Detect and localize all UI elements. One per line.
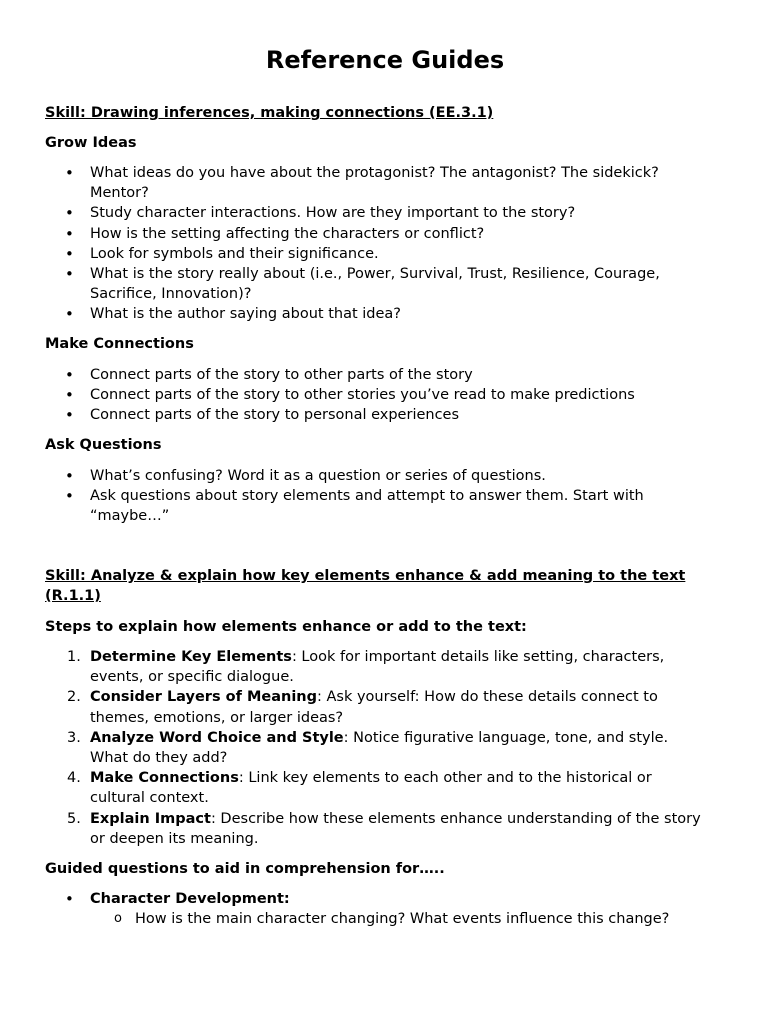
guided-questions-heading: Guided questions to aid in comprehension for….. [45,861,445,877]
list-item: 5. Explain Impact: Describe how these elements enhance understanding of the story or deepen its meaning. [67,810,701,847]
steps-heading: Steps to explain how elements enhance or add to the text: [45,619,527,635]
skill-heading-2: Skill: Analyze & explain how key elements enhance & add meaning to the text (R.1.1) [45,568,686,604]
skill-heading-1: Skill: Drawing inferences, making connections (EE.3.1) [45,105,494,121]
list-item: • Study character interactions. How are they important to the story? [45,203,705,223]
list-item: • How is the setting affecting the characters or conflict? [45,224,705,244]
make-connections-heading: Make Connections [45,336,194,352]
ask-questions-list [45,466,705,527]
list-item: • What is the author saying about that idea? [45,304,705,324]
sub-list-item: o How is the main character changing? What events influence this change? [114,911,670,928]
list-item: • Look for symbols and their significance. [45,244,705,264]
guided-questions-list [45,889,705,929]
list-item: • What ideas do you have about the protagonist? The antagonist? The sidekick? Mentor? [45,163,705,203]
character-development-label: Character Development: [90,891,290,907]
page-title: Reference Guides [265,46,505,74]
list-item: • What is the story really about (i.e., Power, Survival, Trust, Resilience, Courage, Sacrifice, Innovation)? [45,264,705,304]
list-item: • Connect parts of the story to personal experiences [45,405,705,425]
grow-ideas-heading: Grow Ideas [45,135,137,151]
list-item: 4. Make Connections: Link key elements to each other and to the historical or cultural context. [67,770,652,807]
grow-ideas-list [45,163,705,325]
make-connections-list [45,365,705,426]
list-item: • What’s confusing? Word it as a question or series of questions. [45,466,705,486]
list-item: • Connect parts of the story to other parts of the story [45,365,705,385]
list-item [45,889,705,929]
list-item: 1. Determine Key Elements: Look for important details like setting, characters, events, or specific dialogue. [67,649,665,686]
list-item: 3. Analyze Word Choice and Style: Notice figurative language, tone, and style. What do they add? [67,729,669,767]
steps-list [45,647,705,849]
list-item: 2. Consider Layers of Meaning: Ask yourself: How do these details connect to themes, emotions, or larger ideas? [67,689,658,726]
list-item: • Connect parts of the story to other stories you’ve read to make predictions [45,385,705,405]
ask-questions-heading: Ask Questions [45,437,162,453]
list-item: • Ask questions about story elements and attempt to answer them. Start with “maybe…” [45,486,705,526]
